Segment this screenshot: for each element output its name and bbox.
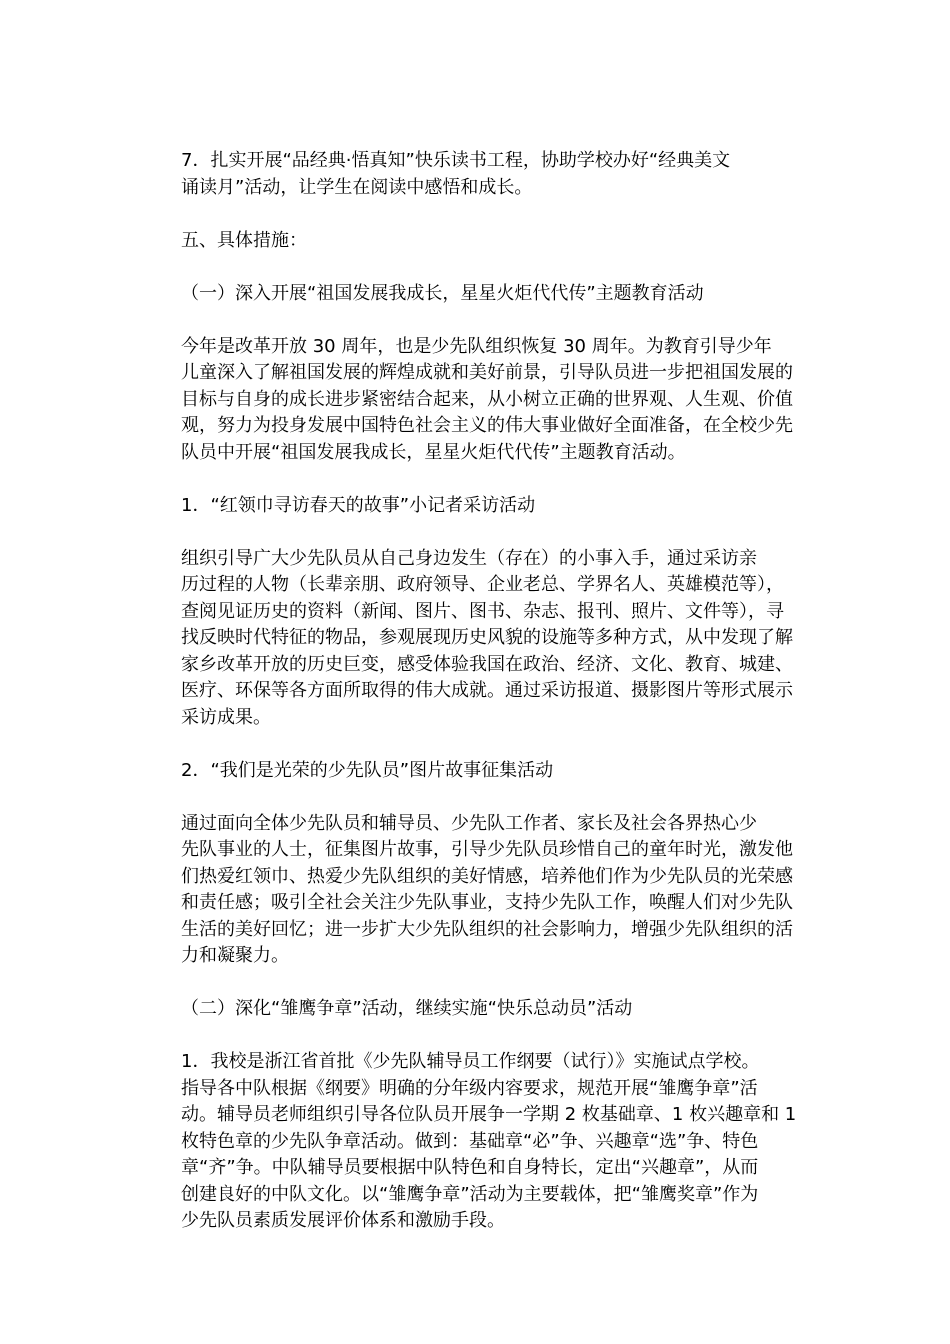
paragraph-item-7: [145, 148, 809, 201]
text-line: 组织引导广大少先队员从自己身边发生（存在）的小事入手，通过采访亲: [181, 547, 757, 569]
paragraph-eagle-badge: [145, 1049, 809, 1235]
text-line: 们热爱红领巾、热爱少先队组织的美好情感，培养他们作为少先队员的光荣感: [181, 865, 793, 887]
text-line: 指导各中队根据《纲要》明确的分年级内容要求，规范开展“雏鹰争章”活: [181, 1077, 758, 1099]
text-line: 采访成果。: [181, 706, 271, 728]
text-line: 1．我校是浙江省首批《少先队辅导员工作纲要（试行）》实施试点学校。: [181, 1051, 760, 1072]
section-heading-measures: [145, 228, 809, 255]
text-line: 章“齐”争。中队辅导员要根据中队特色和自身特长，定出“兴趣章”，从而: [181, 1157, 759, 1178]
text-line: （一）深入开展“祖国发展我成长，星星火炬代代传”主题教育活动: [181, 282, 704, 304]
document-page: [145, 148, 809, 1235]
text-line: （二）深化“雏鹰争章”活动，继续实施“快乐总动员”活动: [181, 998, 633, 1019]
text-line: 生活的美好回忆；进一步扩大少先队组织的社会影响力，增强少先队组织的活: [181, 918, 793, 940]
text-line: 枚特色章的少先队争章活动。做到：基础章“必”争、兴趣章“选”争、特色: [181, 1130, 759, 1152]
text-line: 力和凝聚力。: [181, 945, 289, 966]
subsection-heading-1: [145, 281, 809, 308]
text-line: 先队事业的人士，征集图片故事，引导少先队员珍惜自己的童年时光，激发他: [181, 839, 793, 860]
text-line: 儿童深入了解祖国发展的辉煌成就和美好前景，引导队员进一步把祖国发展的: [181, 362, 793, 383]
text-line: 医疗、环保等各方面所取得的伟大成就。通过采访报道、摄影图片等形式展示: [181, 680, 793, 701]
text-line: 通过面向全体少先队员和辅导员、少先队工作者、家长及社会各界热心少: [181, 812, 757, 834]
text-line: 7．扎实开展“品经典·悟真知”快乐读书工程，协助学校办好“经典美文: [181, 150, 731, 171]
text-line: 少先队员素质发展评价体系和激励手段。: [181, 1210, 505, 1231]
text-line: 和责任感；吸引全社会关注少先队事业，支持少先队工作，唤醒人们对少先队: [181, 892, 793, 913]
text-line: 诵读月”活动，让学生在阅读中感悟和成长。: [181, 176, 533, 198]
text-line: 目标与自身的成长进步紧密结合起来，从小树立正确的世界观、人生观、价值: [181, 388, 793, 410]
paragraph-reporter-activity: [145, 546, 809, 732]
subsection-heading-2: [145, 996, 809, 1023]
paragraph-photo-story: [145, 811, 809, 970]
text-line: 查阅见证历史的资料（新闻、图片、图书、杂志、报刊、照片、文件等），寻: [181, 600, 784, 622]
item-heading-reporter-activity: [145, 493, 809, 520]
text-line: 观，努力为投身发展中国特色社会主义的伟大事业做好全面准备，在全校少先: [181, 415, 793, 436]
text-line: 今年是改革开放 30 周年，也是少先队组织恢复 30 周年。为教育引导少年: [181, 335, 772, 357]
item-heading-photo-story: [145, 758, 809, 785]
text-line: 五、具体措施：: [181, 229, 307, 251]
text-line: 找反映时代特征的物品，参观展现历史风貌的设施等多种方式，从中发现了解: [181, 627, 793, 648]
text-line: 1．“红领巾寻访春天的故事”小记者采访活动: [181, 494, 536, 516]
text-line: 历过程的人物（长辈亲朋、政府领导、企业老总、学界名人、英雄模范等），: [181, 574, 784, 595]
text-line: 队员中开展“祖国发展我成长，星星火炬代代传”主题教育活动。: [181, 441, 686, 463]
text-line: 创建良好的中队文化。以“雏鹰争章”活动为主要载体，把“雏鹰奖章”作为: [181, 1183, 759, 1205]
text-line: 家乡改革开放的历史巨变，感受体验我国在政治、经济、文化、教育、城建、: [181, 653, 793, 675]
text-line: 2．“我们是光荣的少先队员”图片故事征集活动: [181, 759, 554, 781]
text-line: 动。辅导员老师组织引导各位队员开展争一学期 2 枚基础章、1 枚兴趣章和 1: [181, 1104, 797, 1125]
paragraph-anniversary: [145, 334, 809, 467]
